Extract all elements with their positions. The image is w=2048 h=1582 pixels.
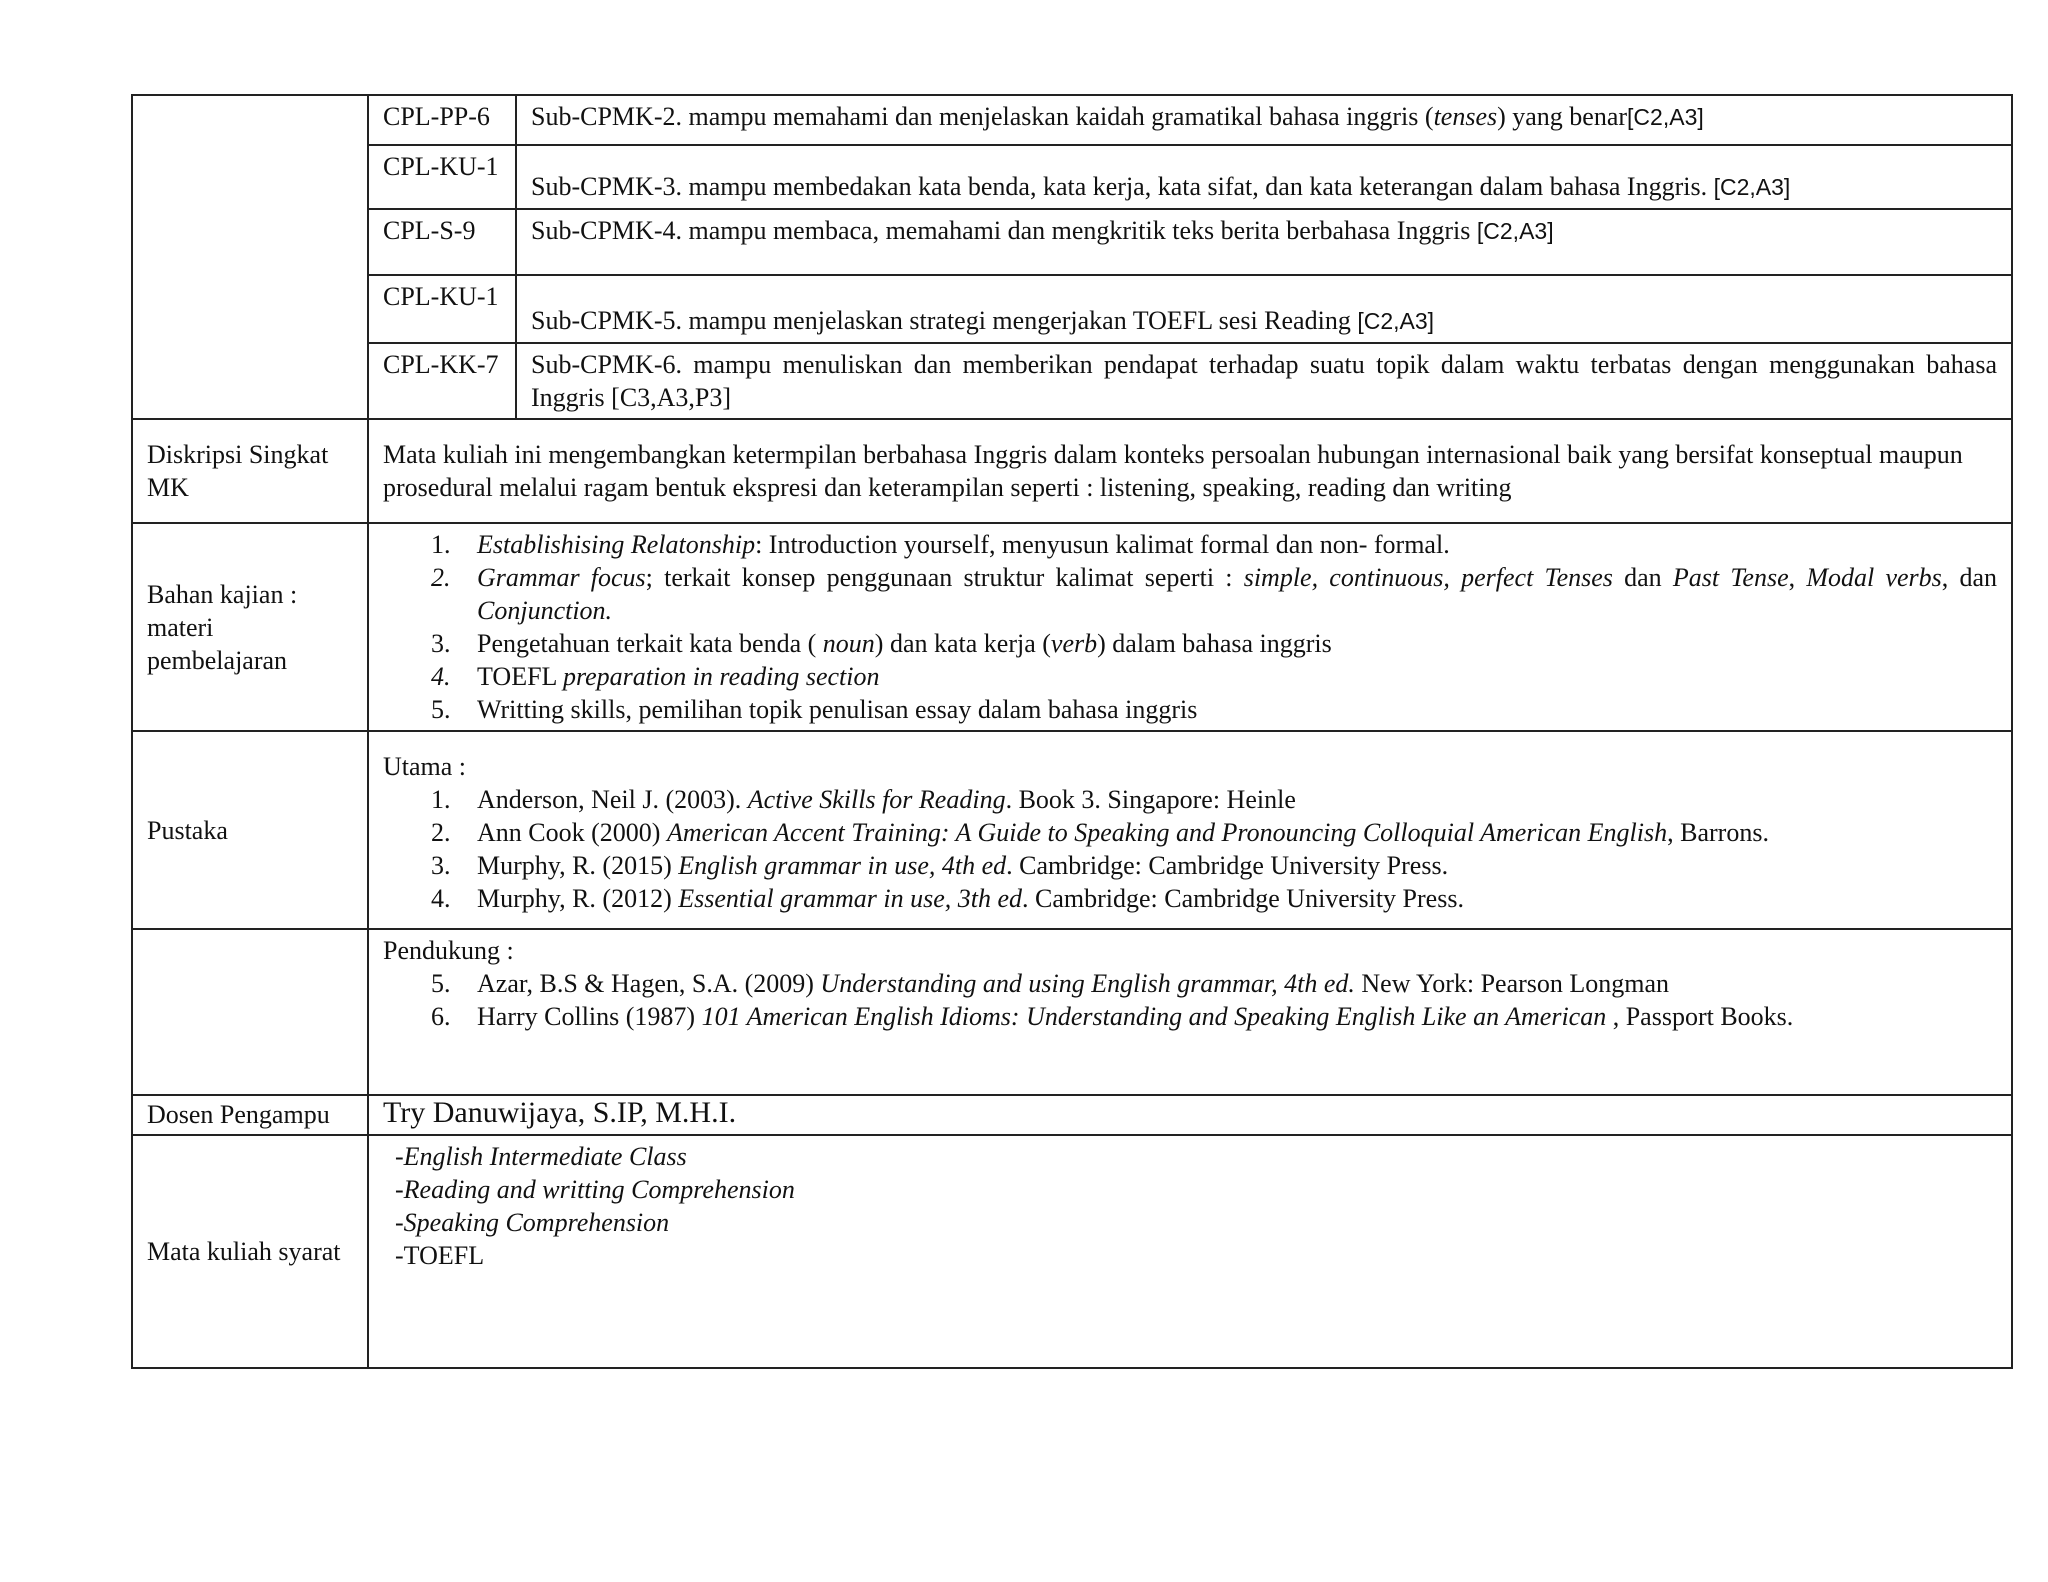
list-item xyxy=(383,660,1997,693)
dosen-name: Try Danuwijaya, S.IP, M.H.I. xyxy=(368,1095,2012,1135)
list-text: ) dan kata kerja ( xyxy=(874,629,1051,658)
sub-cpmk-text: Sub-CPMK-2. mampu memahami dan menjelaskan kaidah gramatikal bahasa inggris ( xyxy=(531,102,1434,131)
list-num: 3. xyxy=(431,629,451,658)
reference-item xyxy=(383,816,1997,849)
prasyarat-item: -Speaking Comprehension xyxy=(395,1208,670,1237)
ref-publisher: . Cambridge: Cambridge University Press. xyxy=(1022,884,1464,913)
dosen-row xyxy=(132,1095,2012,1135)
ref-publisher: , Barrons. xyxy=(1667,818,1769,847)
list-num: 1. xyxy=(431,785,451,814)
list-text-ital: Establishising Relatonship xyxy=(477,530,756,559)
cpmk-level-tag: [C2,A3] xyxy=(1357,308,1435,334)
list-item xyxy=(383,627,1997,660)
list-text-ital: simple, continuous, perfect Tenses xyxy=(1243,563,1613,592)
list-text: , dan xyxy=(1941,563,1998,592)
list-num: 1. xyxy=(431,530,451,559)
bahan-row xyxy=(132,523,2012,731)
list-text-ital: Grammar focus xyxy=(477,563,646,592)
cpl-row xyxy=(132,275,2012,343)
cpl-code: CPL-PP-6 xyxy=(368,95,516,145)
list-num: 2. xyxy=(431,818,451,847)
list-text: Writting skills, pemilihan topik penulisan essay dalam bahasa inggris xyxy=(477,695,1198,724)
list-num: 4. xyxy=(431,884,451,913)
sub-cpmk-text: Sub-CPMK-4. mampu membaca, memahami dan mengkritik teks berita berbahasa Inggris xyxy=(531,216,1471,245)
ref-title: English grammar in use, 4th ed xyxy=(678,851,1007,880)
pustaka-utama-label: Utama : xyxy=(383,752,467,781)
pustaka-pendukung-label: Pendukung : xyxy=(383,936,514,965)
ref-author: Azar, B.S & Hagen, S.A. (2009) xyxy=(477,969,821,998)
pustaka-pendukung-empty-cell xyxy=(132,929,368,1095)
cpl-row xyxy=(132,145,2012,209)
list-text-ital: Modal verbs xyxy=(1806,563,1942,592)
prasyarat-row xyxy=(132,1135,2012,1368)
ref-publisher: , Passport Books. xyxy=(1606,1002,1794,1031)
ref-publisher: New York: Pearson Longman xyxy=(1354,969,1670,998)
sub-cpmk-desc xyxy=(516,209,2012,275)
list-num: 5. xyxy=(431,969,451,998)
reference-item xyxy=(383,783,1997,816)
list-text: : Introduction yourself, menyusun kalimat formal dan non- formal. xyxy=(755,530,1450,559)
list-item xyxy=(383,528,1997,561)
prasyarat-item: -English Intermediate Class xyxy=(395,1142,687,1171)
ref-title: Essential grammar in use, 3th ed xyxy=(678,884,1023,913)
ref-author: Murphy, R. (2015) xyxy=(477,851,679,880)
ref-title: Understanding and using English grammar, 4th ed. xyxy=(820,969,1355,998)
list-num: 5. xyxy=(431,695,451,724)
rps-page xyxy=(131,94,2011,1369)
prasyarat-content xyxy=(368,1135,2012,1368)
ref-author: Harry Collins (1987) xyxy=(477,1002,702,1031)
cpl-code: CPL-KU-1 xyxy=(368,275,516,343)
list-text: ; terkait konsep penggunaan struktur kalimat seperti : xyxy=(645,563,1244,592)
list-item xyxy=(383,561,1997,627)
sub-cpmk-text: Sub-CPMK-5. mampu menjelaskan strategi mengerjakan TOEFL sesi Reading xyxy=(531,306,1351,335)
sub-cpmk-desc xyxy=(516,95,2012,145)
sub-cpmk-desc: Sub-CPMK-6. mampu menuliskan dan memberikan pendapat terhadap suatu topik dalam waktu terbatas dengan menggunakan bahasa Inggris [C3,A3,P3] xyxy=(516,343,2012,419)
prasyarat-item: -Reading and writting Comprehension xyxy=(395,1175,795,1204)
pustaka-utama-list xyxy=(383,783,1997,915)
reference-item xyxy=(383,882,1997,915)
ref-publisher: . Cambridge: Cambridge University Press. xyxy=(1006,851,1449,880)
pustaka-pendukung-list xyxy=(383,967,1997,1033)
pustaka-label: Pustaka xyxy=(132,731,368,929)
bahan-list xyxy=(383,528,1997,726)
cpmk-level-tag: [C2,A3] xyxy=(1476,218,1554,244)
list-text-ital: Past Tense xyxy=(1672,563,1789,592)
pustaka-row xyxy=(132,731,2012,929)
list-text: , xyxy=(1788,563,1807,592)
list-text: TOEFL xyxy=(477,662,563,691)
cpl-empty-label-cell xyxy=(132,95,368,419)
sub-cpmk-text: Sub-CPMK-3. mampu membedakan kata benda, kata kerja, kata sifat, dan kata keterangan dalam bahasa Inggris. xyxy=(531,172,1708,201)
list-text-ital: verb xyxy=(1050,629,1098,658)
list-text: Pengetahuan terkait kata benda ( xyxy=(477,629,823,658)
cpl-row xyxy=(132,95,2012,145)
list-text: ) dalam bahasa inggris xyxy=(1097,629,1332,658)
reference-item xyxy=(383,967,1997,1000)
rps-table xyxy=(131,94,2013,1369)
ref-title: American Accent Training: A Guide to Speaking and Pronouncing Colloquial American English xyxy=(666,818,1668,847)
bahan-label: Bahan kajian : materi pembelajaran xyxy=(132,523,368,731)
cpl-row xyxy=(132,209,2012,275)
list-num: 3. xyxy=(431,851,451,880)
sub-cpmk-desc xyxy=(516,145,2012,209)
list-item xyxy=(383,693,1997,726)
list-text-ital: noun xyxy=(822,629,875,658)
prasyarat-label: Mata kuliah syarat xyxy=(132,1135,368,1368)
sub-cpmk-ital: tenses xyxy=(1433,102,1498,131)
cpl-code: CPL-KU-1 xyxy=(368,145,516,209)
list-text: dan xyxy=(1612,563,1673,592)
ref-title: 101 American English Idioms: Understanding and Speaking English Like an American xyxy=(701,1002,1607,1031)
ref-title: Active Skills for Reading xyxy=(747,785,1006,814)
cpl-code: CPL-KK-7 xyxy=(368,343,516,419)
cpl-row xyxy=(132,343,2012,419)
ref-author: Anderson, Neil J. (2003). xyxy=(477,785,748,814)
deskripsi-label: Diskripsi Singkat MK xyxy=(132,419,368,523)
pustaka-pendukung-content xyxy=(368,929,2012,1095)
list-num: 2. xyxy=(431,563,451,592)
sub-cpmk-desc xyxy=(516,275,2012,343)
cpmk-level-tag: [C2,A3] xyxy=(1627,104,1704,130)
reference-item xyxy=(383,849,1997,882)
pustaka-utama-content xyxy=(368,731,2012,929)
cpmk-level-tag: [C2,A3] xyxy=(1713,174,1791,200)
ref-author: Ann Cook (2000) xyxy=(477,818,667,847)
list-num: 4. xyxy=(431,662,451,691)
prasyarat-item: -TOEFL xyxy=(395,1241,485,1270)
list-text-ital: Conjunction. xyxy=(477,596,613,625)
ref-author: Murphy, R. (2012) xyxy=(477,884,679,913)
list-num: 6. xyxy=(431,1002,451,1031)
reference-item xyxy=(383,1000,1997,1033)
sub-cpmk-tail: ) yang benar xyxy=(1497,102,1628,131)
pustaka-pendukung-row xyxy=(132,929,2012,1095)
cpl-code: CPL-S-9 xyxy=(368,209,516,275)
prasyarat-list xyxy=(383,1140,1997,1272)
ref-publisher: . Book 3. Singapore: Heinle xyxy=(1005,785,1296,814)
list-text-ital: preparation in reading section xyxy=(562,662,880,691)
deskripsi-text: Mata kuliah ini mengembangkan ketermpilan berbahasa Inggris dalam konteks persoalan hubungan internasional baik yang bersifat konseptual maupun prosedural melalui ragam bentuk ekspresi dan keterampilan seperti : listening, speaking, reading dan writing xyxy=(368,419,2012,523)
deskripsi-row xyxy=(132,419,2012,523)
bahan-content xyxy=(368,523,2012,731)
dosen-label: Dosen Pengampu xyxy=(132,1095,368,1135)
